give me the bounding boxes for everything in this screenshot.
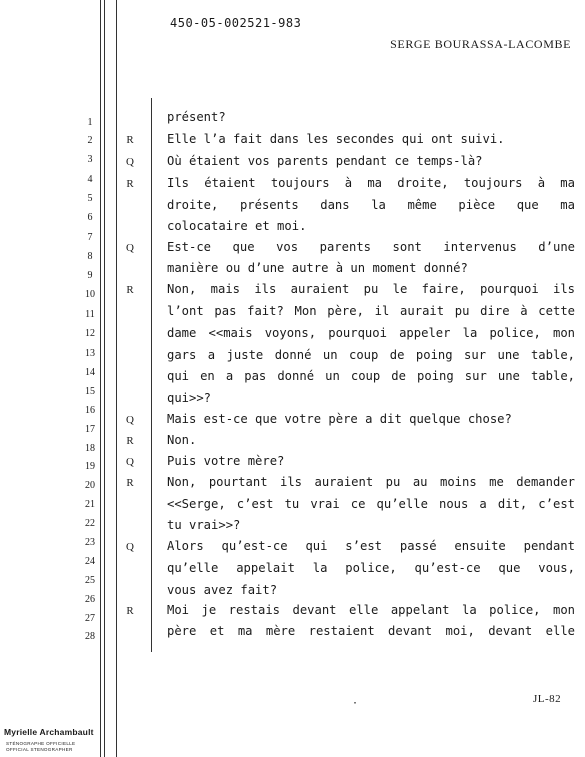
line-number: 5 — [87, 193, 93, 204]
transcript-text: qui en a pas donné un coup de poing sur une table, — [167, 369, 575, 383]
line-number: 14 — [85, 367, 95, 378]
transcript-text: Moi je restais devant elle appelant la police, mon — [167, 603, 575, 617]
speaker-marker: Q — [126, 456, 134, 468]
line-number: 23 — [85, 537, 95, 548]
margin-rule-left-3 — [116, 0, 117, 757]
transcript-text: vous avez fait? — [167, 583, 278, 597]
line-number: 9 — [87, 270, 93, 281]
line-number: 13 — [85, 348, 95, 359]
line-number: 12 — [85, 328, 95, 339]
speaker-marker: Q — [126, 541, 134, 553]
speaker-marker: R — [126, 284, 134, 296]
transcript-text: Non, pourtant ils auraient pu au moins me demander — [167, 475, 575, 489]
line-number: 22 — [85, 518, 95, 529]
line-number: 20 — [85, 480, 95, 491]
transcript-text: <<Serge, c’est tu vrai ce qu’elle nous a dit, c’est — [167, 497, 575, 511]
page-mark: · — [352, 698, 359, 709]
line-number: 3 — [87, 154, 93, 165]
line-number: 28 — [85, 631, 95, 642]
line-number: 1 — [87, 117, 93, 128]
line-number: 19 — [85, 461, 95, 472]
transcript-text: présent? — [167, 110, 226, 124]
transcript-text: Mais est-ce que votre père a dit quelque chose? — [167, 412, 512, 426]
speaker-marker: R — [126, 134, 134, 146]
speaker-marker: R — [126, 435, 134, 447]
transcript-text: manière ou d’une autre à un moment donné? — [167, 261, 468, 275]
transcript-text: Ils étaient toujours à ma droite, toujours à ma — [167, 176, 575, 190]
stenographer-name: Myrielle Archambault — [4, 727, 94, 737]
page-code: JL-82 — [533, 693, 562, 705]
line-number: 10 — [85, 289, 95, 300]
transcript-text: qu’elle appelait la police, qu’est-ce que vous, — [167, 561, 575, 575]
line-number: 4 — [87, 174, 93, 185]
transcript-text: colocataire et moi. — [167, 219, 307, 233]
transcript-text: Alors qu’est-ce qui s’est passé ensuite pendant — [167, 539, 575, 553]
line-number: 11 — [85, 309, 95, 320]
transcript-text: Elle l’a fait dans les secondes qui ont suivi. — [167, 132, 505, 146]
stenographer-title-en: OFFICIAL STENOGRAPHER — [6, 747, 73, 752]
transcript-text: dame <<mais voyons, pourquoi appeler la police, mon — [167, 326, 575, 340]
line-number: 25 — [85, 575, 95, 586]
speaker-marker: Q — [126, 156, 134, 168]
line-number: 15 — [85, 386, 95, 397]
transcript-text: Puis votre mère? — [167, 454, 285, 468]
speaker-marker: R — [126, 477, 134, 489]
transcript-text: Où étaient vos parents pendant ce temps-là? — [167, 154, 483, 168]
margin-rule-left-1 — [100, 0, 101, 757]
line-number: 2 — [87, 135, 93, 146]
line-number: 21 — [85, 499, 95, 510]
transcript-text: qui>>? — [167, 391, 212, 405]
transcript-text: l’ont pas fait? Mon père, il aurait pu dire à cette — [167, 304, 575, 318]
margin-rule-text — [151, 98, 152, 652]
transcript-text: père et ma mère restaient devant moi, devant elle — [167, 624, 575, 638]
margin-rule-left-2 — [104, 0, 105, 757]
witness-name: SERGE BOURASSA-LACOMBE — [390, 37, 571, 51]
transcript-text: Est-ce que vos parents sont intervenus d’une — [167, 240, 575, 254]
line-number: 7 — [87, 232, 93, 243]
stenographer-title-fr: STÉNOGRAPHE OFFICIELLE — [6, 741, 76, 746]
transcript-text: droite, présents dans la même pièce que ma — [167, 198, 575, 212]
line-number: 8 — [87, 251, 93, 262]
line-number: 17 — [85, 424, 95, 435]
transcript-text: tu vrai>>? — [167, 518, 241, 532]
transcript-text: Non, mais ils auraient pu le faire, pourquoi ils — [167, 282, 575, 296]
document-id: 450-05-002521-983 — [170, 16, 302, 30]
transcript-text: Non. — [167, 433, 197, 447]
line-number: 18 — [85, 443, 95, 454]
speaker-marker: R — [126, 178, 134, 190]
speaker-marker: Q — [126, 242, 134, 254]
line-number: 6 — [87, 212, 93, 223]
line-number: 16 — [85, 405, 95, 416]
speaker-marker: R — [126, 605, 134, 617]
line-number: 24 — [85, 556, 95, 567]
speaker-marker: Q — [126, 414, 134, 426]
line-number: 26 — [85, 594, 95, 605]
transcript-text: gars a juste donné un coup de poing sur une table, — [167, 348, 575, 362]
line-number: 27 — [85, 613, 95, 624]
